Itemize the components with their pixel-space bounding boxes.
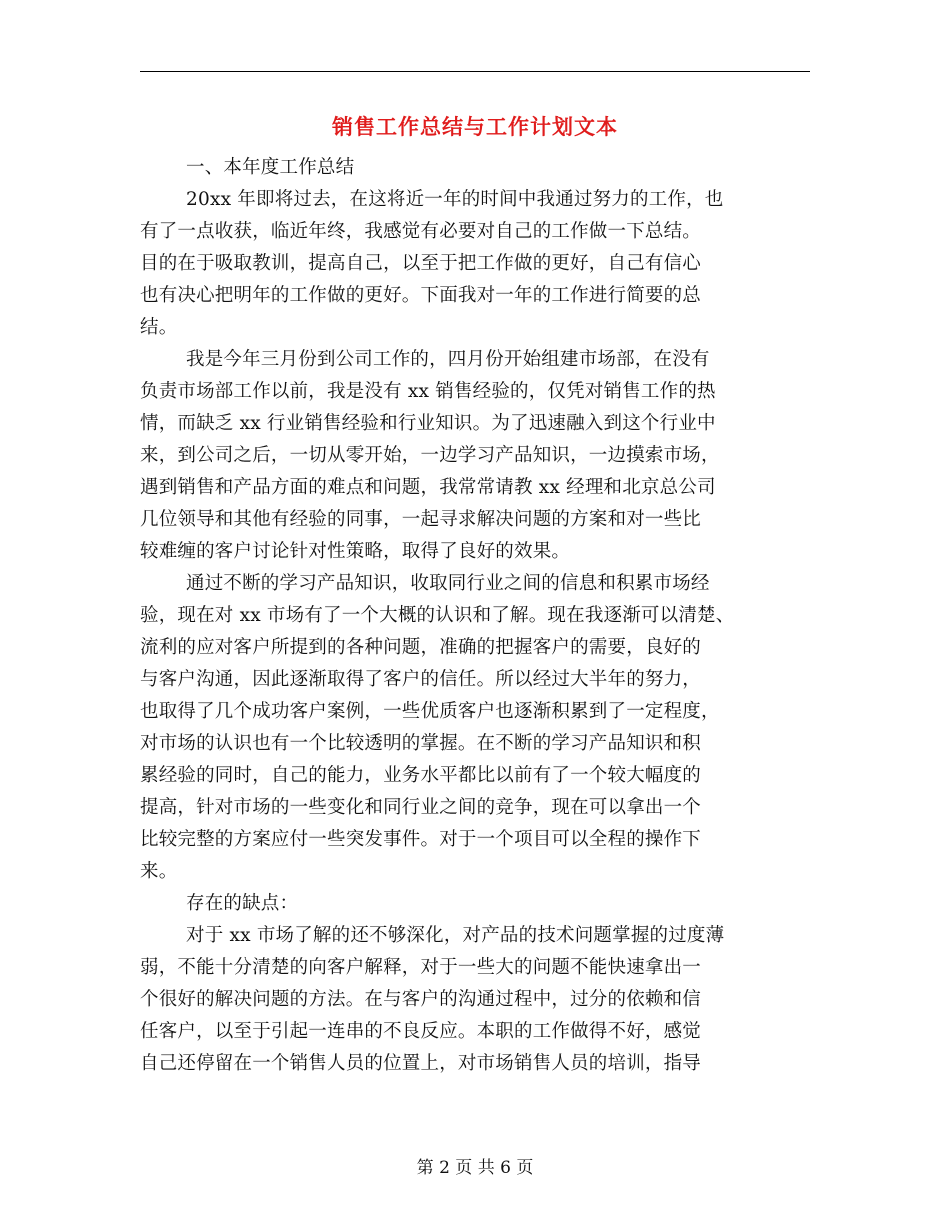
document-body: [140, 152, 815, 1080]
paragraph-line: 也有决心把明年的工作做的更好。下面我对一年的工作进行简要的总: [140, 285, 702, 306]
paragraph-line: 结。: [140, 317, 178, 338]
subsection-heading: 存在的缺点：: [186, 893, 299, 914]
paragraph-line: 弱，不能十分清楚的向客户解释，对于一些大的问题不能快速拿出一: [140, 957, 702, 978]
document-title: 销售工作总结与工作计划文本: [332, 114, 618, 139]
page-number-footer: 第 2 页 共 6 页: [416, 1158, 534, 1178]
paragraph-line: 通过不断的学习产品知识，收取同行业之间的信息和积累市场经: [186, 573, 710, 594]
paragraph-line: 累经验的同时，自己的能力，业务水平都比以前有了一个较大幅度的: [140, 765, 702, 786]
paragraph-line: 提高，针对市场的一些变化和同行业之间的竞争，现在可以拿出一个: [140, 797, 702, 818]
header-rule: [140, 71, 810, 72]
paragraph-line: 与客户沟通，因此逐渐取得了客户的信任。所以经过大半年的努力，: [140, 669, 702, 690]
paragraph-line: 验，现在对 xx 市场有了一个大概的认识和了解。现在我逐渐可以清楚、: [140, 605, 735, 626]
paragraph-line: 任客户，以至于引起一连串的不良反应。本职的工作做得不好，感觉: [140, 1021, 702, 1042]
paragraph-line: 几位领导和其他有经验的同事，一起寻求解决问题的方案和对一些比: [140, 509, 702, 530]
paragraph-line: 有了一点收获，临近年终，我感觉有必要对自己的工作做一下总结。: [140, 221, 702, 242]
paragraph-line: 对市场的认识也有一个比较透明的掌握。在不断的学习产品知识和积: [140, 733, 702, 754]
paragraph-line: 负责市场部工作以前，我是没有 xx 销售经验的，仅凭对销售工作的热: [140, 381, 716, 402]
paragraph-line: 自己还停留在一个销售人员的位置上，对市场销售人员的培训，指导: [140, 1053, 702, 1074]
paragraph-line: 20xx 年即将过去，在这将近一年的时间中我通过努力的工作，也: [186, 189, 724, 210]
paragraph-line: 情，而缺乏 xx 行业销售经验和行业知识。为了迅速融入到这个行业中: [140, 413, 716, 434]
paragraph-line: 遇到销售和产品方面的难点和问题，我常常请教 xx 经理和北京总公司: [140, 477, 716, 498]
paragraph-line: 也取得了几个成功客户案例，一些优质客户也逐渐积累到了一定程度，: [140, 701, 720, 722]
paragraph-line: 目的在于吸取教训，提高自己，以至于把工作做的更好，自己有信心: [140, 253, 702, 274]
paragraph-line: 较难缠的客户讨论针对性策略，取得了良好的效果。: [140, 541, 571, 562]
paragraph-line: 流利的应对客户所提到的各种问题，准确的把握客户的需要，良好的: [140, 637, 702, 658]
paragraph-line: 我是今年三月份到公司工作的，四月份开始组建市场部，在没有: [186, 349, 710, 370]
paragraph-line: 来，到公司之后，一切从零开始，一边学习产品知识，一边摸索市场，: [140, 445, 720, 466]
paragraph-line: 个很好的解决问题的方法。在与客户的沟通过程中，过分的依赖和信: [140, 989, 702, 1010]
section-heading: 一、本年度工作总结: [186, 157, 355, 178]
paragraph-line: 来。: [140, 861, 178, 882]
paragraph-line: 比较完整的方案应付一些突发事件。对于一个项目可以全程的操作下: [140, 829, 702, 850]
paragraph-line: 对于 xx 市场了解的还不够深化，对产品的技术问题掌握的过度薄: [186, 925, 725, 946]
